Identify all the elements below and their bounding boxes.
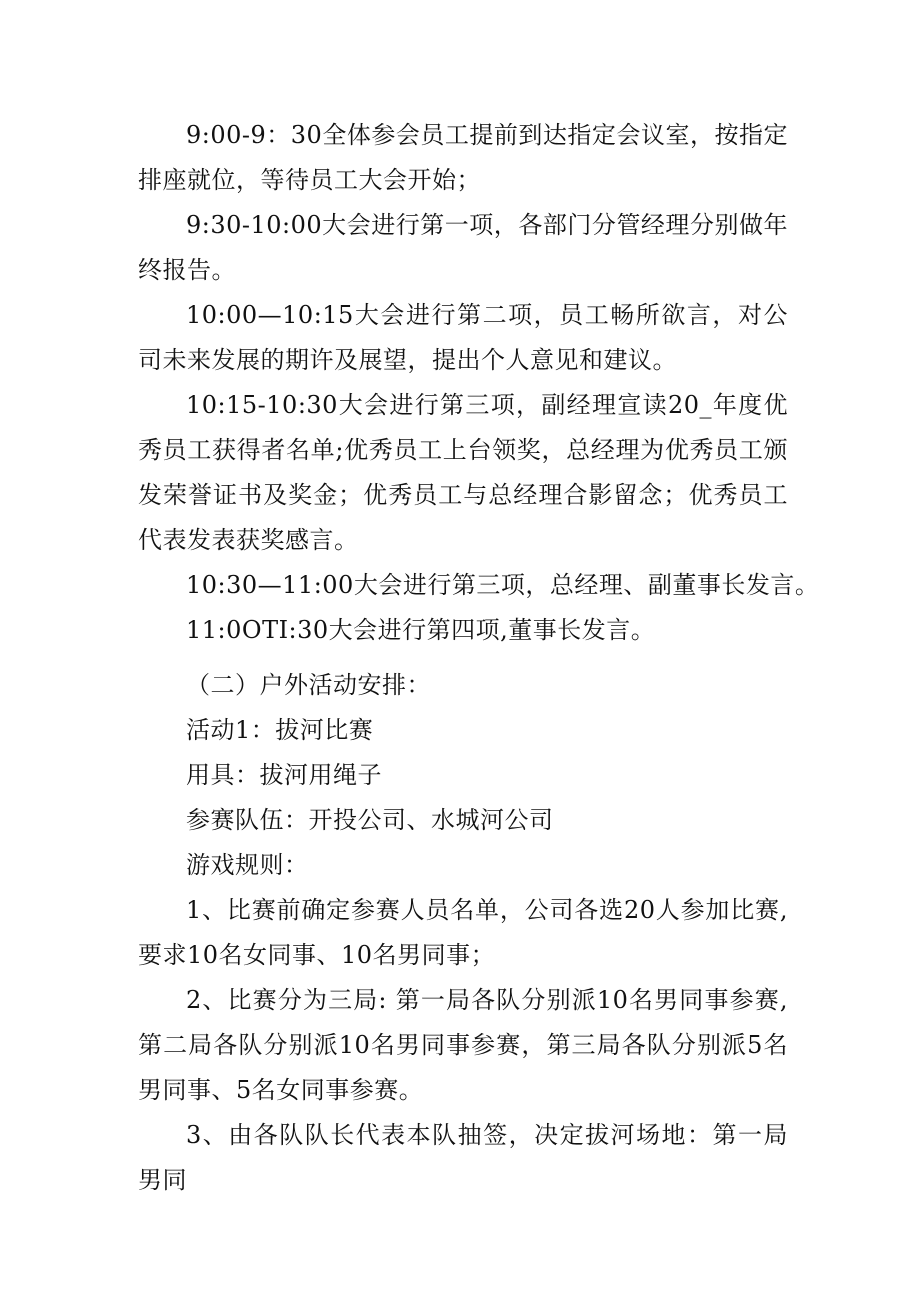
schedule-item-2: 9:30-10:00大会进行第一项，各部门分管经理分别做年终报告。 <box>138 211 788 284</box>
rule-item-2: 2、比赛分为三局: 第一局各队分别派10名男同事参赛, 第二局各队分别派10名男同事参赛，第三局各队分别派5名男同事、5名女同事参赛。 <box>138 986 788 1104</box>
schedule-item-6: 11:0OTI:30大会进行第四项,董事长发言。 <box>186 616 656 644</box>
document-body <box>138 113 820 1203</box>
rule-item-3: 3、由各队队长代表本队抽签，决定拔河场地：第一局男同 <box>138 1121 788 1194</box>
schedule-item-3: 10:00—10:15大会进行第二项，员工畅所欲言，对公司未来发展的期许及展望，提出个人意见和建议。 <box>138 301 788 374</box>
schedule-item-1: 9:00-9：30全体参会员工提前到达指定会议室，按指定排座就位，等待员工大会开始； <box>138 121 788 194</box>
activity-name: 活动1：拔河比赛 <box>186 716 374 744</box>
activity-teams: 参赛队伍：开投公司、水城河公司 <box>186 806 554 834</box>
rule-item-1: 1、比赛前确定参赛人员名单，公司各选20人参加比赛, 要求10名女同事、10名男同事； <box>138 896 788 969</box>
rules-title: 游戏规则： <box>186 851 309 879</box>
schedule-item-5: 10:30—11:00大会进行第三项，总经理、副董事长发言。 <box>186 571 820 599</box>
schedule-item-4: 10:15-10:30大会进行第三项，副经理宣读20_年度优秀员工获得者名单;优秀员工上台领奖，总经理为优秀员工颁发荣誉证书及奖金；优秀员工与总经理合影留念；优秀员工代表发表获奖感言。 <box>138 391 788 554</box>
outdoor-section-title: （二）户外活动安排： <box>186 671 431 699</box>
activity-equipment: 用具：拔河用绳子 <box>186 761 382 789</box>
